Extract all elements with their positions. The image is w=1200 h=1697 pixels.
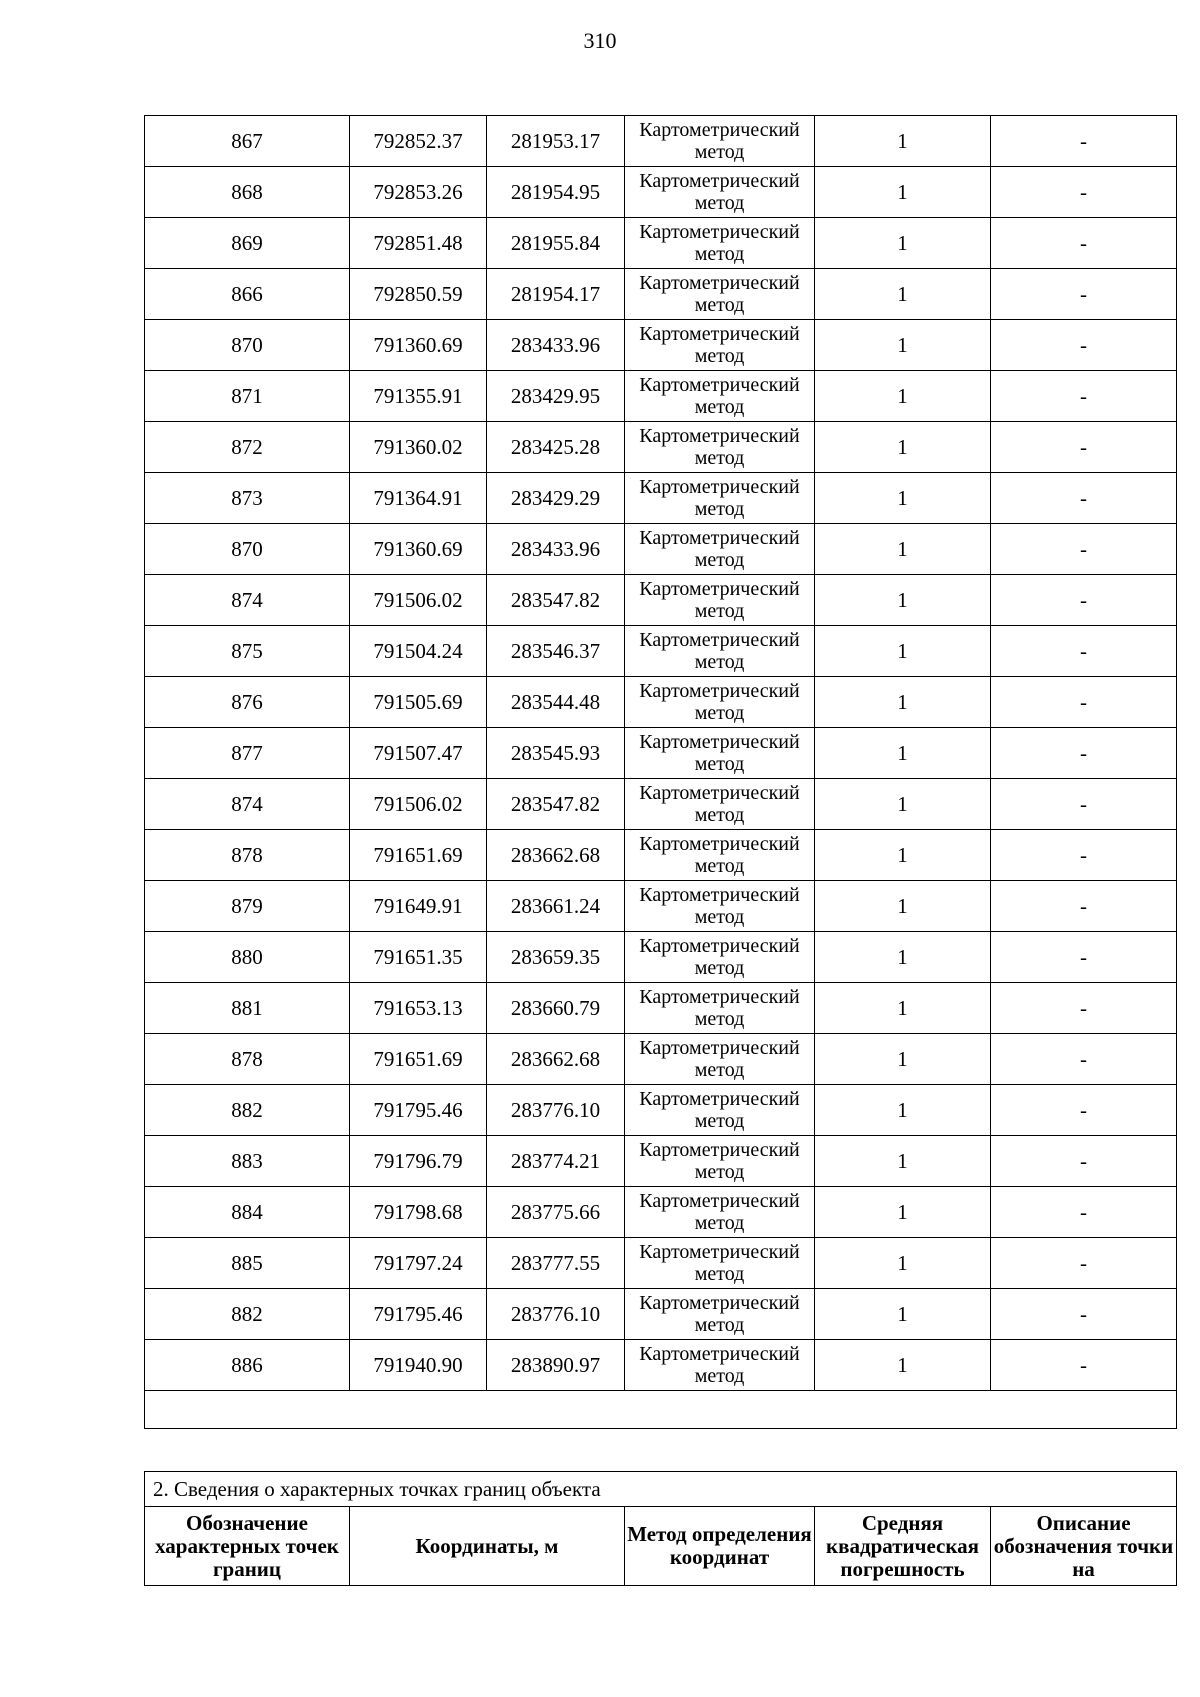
cell-description: - (991, 881, 1177, 932)
cell-error: 1 (815, 218, 991, 269)
cell-point: 877 (145, 728, 350, 779)
cell-method: Картометрический метод (625, 575, 815, 626)
cell-x: 792853.26 (350, 167, 487, 218)
cell-method: Картометрический метод (625, 218, 815, 269)
cell-error: 1 (815, 881, 991, 932)
table-row (145, 218, 1177, 269)
cell-description: - (991, 1187, 1177, 1238)
cell-x: 792850.59 (350, 269, 487, 320)
cell-error: 1 (815, 983, 991, 1034)
cell-point: 884 (145, 1187, 350, 1238)
cell-description: - (991, 218, 1177, 269)
cell-x: 791795.46 (350, 1289, 487, 1340)
cell-x: 791796.79 (350, 1136, 487, 1187)
cell-description: - (991, 116, 1177, 167)
cell-description: - (991, 575, 1177, 626)
cell-error: 1 (815, 1340, 991, 1391)
cell-y: 283660.79 (487, 983, 625, 1034)
cell-x: 791798.68 (350, 1187, 487, 1238)
cell-y: 283544.48 (487, 677, 625, 728)
cell-error: 1 (815, 524, 991, 575)
cell-y: 281954.95 (487, 167, 625, 218)
header-error: Средняя квадратическая погрешность (815, 1507, 991, 1586)
cell-point: 870 (145, 524, 350, 575)
cell-description: - (991, 983, 1177, 1034)
table-row (145, 473, 1177, 524)
cell-x: 791649.91 (350, 881, 487, 932)
table-row (145, 1187, 1177, 1238)
cell-method: Картометрический метод (625, 422, 815, 473)
table-row (145, 524, 1177, 575)
cell-y: 283661.24 (487, 881, 625, 932)
cell-method: Картометрический метод (625, 116, 815, 167)
table-row (145, 830, 1177, 881)
empty-cell (145, 1391, 1177, 1429)
boundary-points-table (144, 115, 1177, 1429)
table-row (145, 677, 1177, 728)
header-description: Описание обозначения точки на (991, 1507, 1177, 1586)
cell-error: 1 (815, 371, 991, 422)
table-row (145, 167, 1177, 218)
cell-y: 283547.82 (487, 779, 625, 830)
cell-x: 791507.47 (350, 728, 487, 779)
cell-y: 283425.28 (487, 422, 625, 473)
cell-method: Картометрический метод (625, 167, 815, 218)
cell-description: - (991, 1238, 1177, 1289)
cell-error: 1 (815, 779, 991, 830)
cell-method: Картометрический метод (625, 1289, 815, 1340)
cell-x: 791940.90 (350, 1340, 487, 1391)
cell-x: 791360.02 (350, 422, 487, 473)
header-method: Метод определения координат (625, 1507, 815, 1586)
cell-method: Картометрический метод (625, 1238, 815, 1289)
table-row (145, 1340, 1177, 1391)
cell-y: 283429.95 (487, 371, 625, 422)
cell-method: Картометрический метод (625, 932, 815, 983)
cell-description: - (991, 320, 1177, 371)
cell-method: Картометрический метод (625, 881, 815, 932)
cell-description: - (991, 626, 1177, 677)
cell-method: Картометрический метод (625, 1034, 815, 1085)
cell-point: 871 (145, 371, 350, 422)
cell-y: 283890.97 (487, 1340, 625, 1391)
cell-description: - (991, 677, 1177, 728)
cell-x: 792851.48 (350, 218, 487, 269)
cell-point: 882 (145, 1085, 350, 1136)
cell-point: 873 (145, 473, 350, 524)
cell-error: 1 (815, 473, 991, 524)
cell-y: 283429.29 (487, 473, 625, 524)
cell-description: - (991, 371, 1177, 422)
cell-description: - (991, 1085, 1177, 1136)
cell-method: Картометрический метод (625, 320, 815, 371)
cell-point: 868 (145, 167, 350, 218)
cell-method: Картометрический метод (625, 1085, 815, 1136)
header-coordinates: Координаты, м (350, 1507, 625, 1586)
cell-x: 791651.69 (350, 1034, 487, 1085)
cell-x: 791504.24 (350, 626, 487, 677)
cell-y: 283545.93 (487, 728, 625, 779)
cell-description: - (991, 830, 1177, 881)
table-row (145, 1034, 1177, 1085)
cell-y: 283774.21 (487, 1136, 625, 1187)
table-row (145, 932, 1177, 983)
table-row (145, 779, 1177, 830)
cell-y: 283776.10 (487, 1289, 625, 1340)
cell-point: 882 (145, 1289, 350, 1340)
cell-method: Картометрический метод (625, 830, 815, 881)
cell-x: 791797.24 (350, 1238, 487, 1289)
cell-y: 283777.55 (487, 1238, 625, 1289)
table-row (145, 116, 1177, 167)
cell-point: 878 (145, 830, 350, 881)
cell-description: - (991, 422, 1177, 473)
table-row (145, 1136, 1177, 1187)
cell-error: 1 (815, 1289, 991, 1340)
cell-point: 874 (145, 779, 350, 830)
cell-point: 866 (145, 269, 350, 320)
cell-description: - (991, 1340, 1177, 1391)
cell-y: 283433.96 (487, 320, 625, 371)
table-row (145, 269, 1177, 320)
cell-y: 283775.66 (487, 1187, 625, 1238)
cell-error: 1 (815, 1187, 991, 1238)
cell-point: 883 (145, 1136, 350, 1187)
cell-point: 886 (145, 1340, 350, 1391)
cell-method: Картометрический метод (625, 473, 815, 524)
cell-description: - (991, 167, 1177, 218)
table-row (145, 320, 1177, 371)
cell-description: - (991, 269, 1177, 320)
cell-y: 283662.68 (487, 1034, 625, 1085)
cell-error: 1 (815, 269, 991, 320)
cell-error: 1 (815, 932, 991, 983)
cell-description: - (991, 1034, 1177, 1085)
cell-x: 791506.02 (350, 779, 487, 830)
cell-x: 791360.69 (350, 320, 487, 371)
cell-x: 791364.91 (350, 473, 487, 524)
table-row (145, 728, 1177, 779)
cell-method: Картометрический метод (625, 626, 815, 677)
cell-error: 1 (815, 1238, 991, 1289)
table-row (145, 422, 1177, 473)
table-row (145, 575, 1177, 626)
cell-point: 880 (145, 932, 350, 983)
cell-point: 885 (145, 1238, 350, 1289)
cell-method: Картометрический метод (625, 677, 815, 728)
cell-y: 281955.84 (487, 218, 625, 269)
cell-x: 791355.91 (350, 371, 487, 422)
cell-description: - (991, 728, 1177, 779)
cell-method: Картометрический метод (625, 1340, 815, 1391)
table-row (145, 881, 1177, 932)
cell-point: 872 (145, 422, 350, 473)
cell-description: - (991, 932, 1177, 983)
cell-point: 875 (145, 626, 350, 677)
page-number: 310 (583, 28, 617, 53)
cell-y: 283659.35 (487, 932, 625, 983)
cell-error: 1 (815, 167, 991, 218)
cell-method: Картометрический метод (625, 1187, 815, 1238)
cell-x: 791651.69 (350, 830, 487, 881)
cell-y: 283776.10 (487, 1085, 625, 1136)
cell-description: - (991, 473, 1177, 524)
cell-error: 1 (815, 575, 991, 626)
cell-point: 874 (145, 575, 350, 626)
cell-x: 791360.69 (350, 524, 487, 575)
cell-y: 283547.82 (487, 575, 625, 626)
table-row (145, 1238, 1177, 1289)
cell-point: 881 (145, 983, 350, 1034)
cell-error: 1 (815, 1136, 991, 1187)
cell-error: 1 (815, 1085, 991, 1136)
section-2-table (144, 1471, 1177, 1586)
cell-error: 1 (815, 1034, 991, 1085)
cell-method: Картометрический метод (625, 371, 815, 422)
section-title: 2. Сведения о характерных точках границ объекта (145, 1472, 1177, 1507)
cell-point: 879 (145, 881, 350, 932)
cell-y: 281953.17 (487, 116, 625, 167)
cell-y: 283662.68 (487, 830, 625, 881)
table-row (145, 983, 1177, 1034)
cell-method: Картометрический метод (625, 1136, 815, 1187)
cell-description: - (991, 1289, 1177, 1340)
cell-error: 1 (815, 422, 991, 473)
cell-x: 792852.37 (350, 116, 487, 167)
cell-y: 281954.17 (487, 269, 625, 320)
table-row (145, 626, 1177, 677)
cell-point: 878 (145, 1034, 350, 1085)
cell-method: Картометрический метод (625, 728, 815, 779)
table-row (145, 1085, 1177, 1136)
cell-error: 1 (815, 830, 991, 881)
table-row (145, 371, 1177, 422)
cell-point: 867 (145, 116, 350, 167)
cell-error: 1 (815, 626, 991, 677)
table-row (145, 1289, 1177, 1340)
cell-point: 870 (145, 320, 350, 371)
cell-method: Картометрический метод (625, 269, 815, 320)
cell-x: 791795.46 (350, 1085, 487, 1136)
cell-x: 791505.69 (350, 677, 487, 728)
cell-error: 1 (815, 116, 991, 167)
cell-method: Картометрический метод (625, 779, 815, 830)
cell-y: 283433.96 (487, 524, 625, 575)
cell-point: 869 (145, 218, 350, 269)
cell-x: 791651.35 (350, 932, 487, 983)
cell-point: 876 (145, 677, 350, 728)
cell-x: 791506.02 (350, 575, 487, 626)
cell-y: 283546.37 (487, 626, 625, 677)
cell-error: 1 (815, 728, 991, 779)
cell-x: 791653.13 (350, 983, 487, 1034)
cell-description: - (991, 1136, 1177, 1187)
empty-row (145, 1391, 1177, 1429)
cell-method: Картометрический метод (625, 983, 815, 1034)
cell-description: - (991, 524, 1177, 575)
cell-description: - (991, 779, 1177, 830)
cell-method: Картометрический метод (625, 524, 815, 575)
cell-error: 1 (815, 677, 991, 728)
header-point-designation: Обозначение характерных точек границ (145, 1507, 350, 1586)
cell-error: 1 (815, 320, 991, 371)
